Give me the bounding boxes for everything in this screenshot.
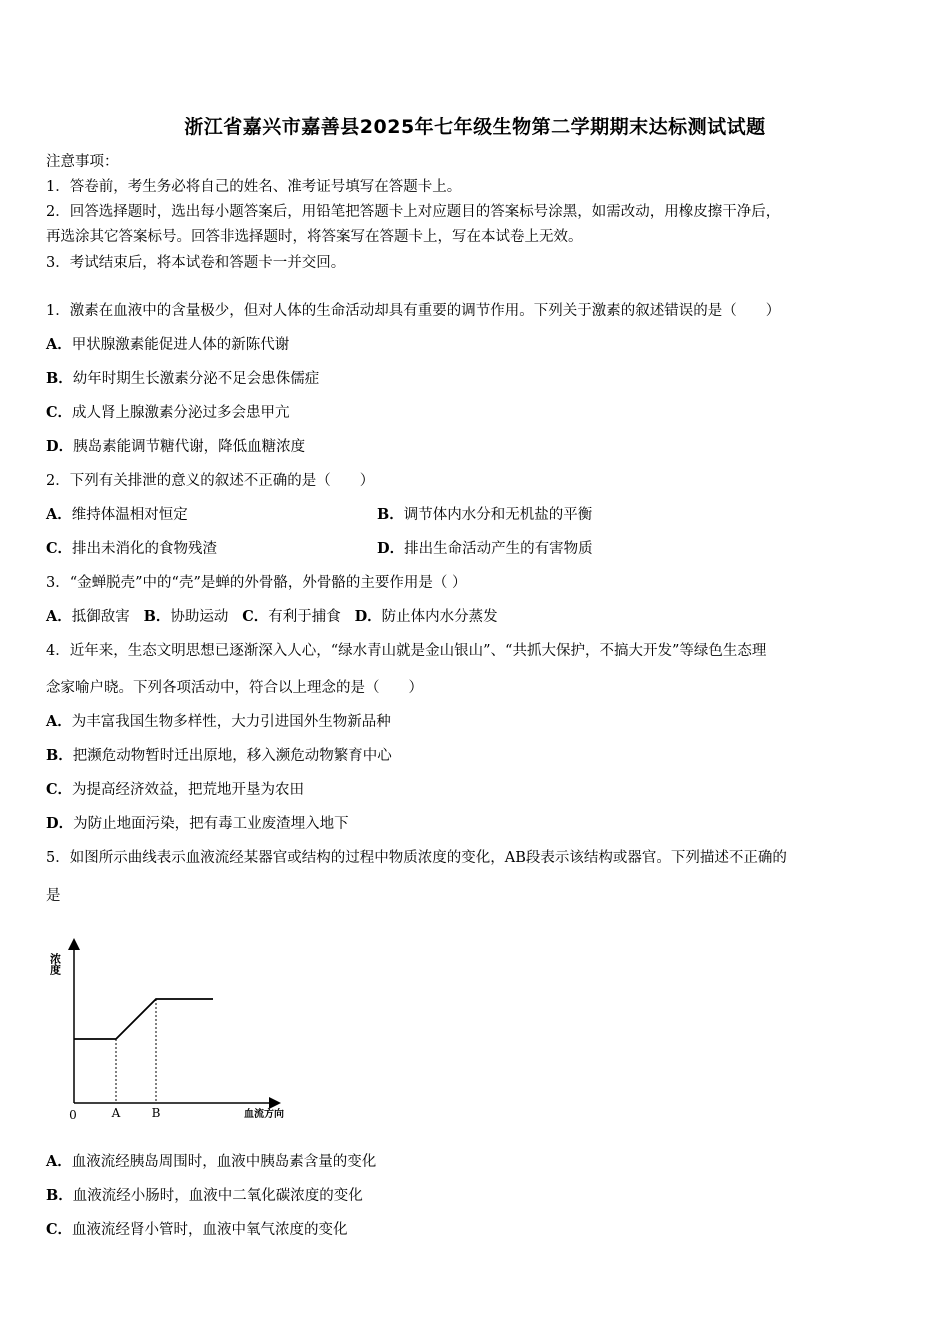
q3-option-d[interactable]	[355, 609, 498, 625]
option-label: A．	[46, 1153, 72, 1170]
option-label: A．	[46, 608, 72, 625]
option-label: A．	[46, 713, 72, 730]
q4-option-d[interactable]	[46, 814, 349, 834]
option-label: D．	[46, 815, 74, 832]
q3-options-row	[46, 607, 498, 627]
question-4-stem: 4．近年来，生态文明思想已逐渐深入人心，“绿水青山就是金山银山”、“共抓大保护，不搞大开发”等绿色生态理	[46, 643, 767, 659]
question-5-stem-cont: 是	[46, 888, 61, 904]
question-5-stem: 5．如图所示曲线表示血液流经某器官或结构的过程中物质浓度的变化，AB段表示该结构或器官。下列描述不正确的	[46, 850, 787, 866]
option-text: 血液流经胰岛周围时，血液中胰岛素含量的变化	[71, 1154, 377, 1170]
q3-option-b[interactable]	[144, 609, 229, 625]
q3-option-c[interactable]	[242, 609, 341, 625]
option-text: 成人肾上腺激素分泌过多会患甲亢	[72, 405, 290, 421]
notice-item: 2．回答选择题时，选出每小题答案后，用铅笔把答题卡上对应题目的答案标号涂黑，如需改动，用橡皮擦干净后，	[46, 204, 781, 220]
question-4-stem-cont: 念家喻户晓。下列各项活动中，符合以上理念的是（ ）	[46, 680, 423, 696]
q2-option-a[interactable]	[46, 505, 188, 525]
option-label: D．	[46, 438, 74, 455]
option-label: D．	[377, 540, 405, 557]
option-label: D．	[354, 608, 382, 625]
q4-option-c[interactable]	[46, 780, 304, 800]
option-label: B．	[46, 370, 73, 387]
option-label: C．	[46, 1221, 73, 1238]
option-text: 防止体内水分蒸发	[381, 609, 498, 625]
tick-label-a: A	[111, 1106, 121, 1120]
option-label: C．	[242, 608, 269, 625]
option-text: 胰岛素能调节糖代谢，降低血糖浓度	[73, 439, 306, 455]
q1-option-b[interactable]	[46, 369, 319, 389]
q5-option-c[interactable]	[46, 1220, 348, 1240]
option-label: C．	[46, 540, 73, 557]
q1-option-c[interactable]	[46, 403, 290, 423]
option-label: B．	[46, 747, 73, 764]
option-text: 协助运动	[170, 609, 229, 625]
q5-option-a[interactable]	[46, 1152, 376, 1172]
tick-label-b: B	[151, 1106, 161, 1120]
option-text: 甲状腺激素能促进人体的新陈代谢	[71, 337, 290, 353]
question-1-stem: 1．激素在血液中的含量极少，但对人体的生命活动却具有重要的调节作用。下列关于激素的叙述错误的是（ ）	[46, 303, 781, 319]
option-text: 为防止地面污染，把有毒工业废渣埋入地下	[73, 816, 349, 832]
option-text: 血液流经小肠时，血液中二氧化碳浓度的变化	[72, 1188, 363, 1204]
q5-option-b[interactable]	[46, 1186, 363, 1206]
option-text: 为提高经济效益，把荒地开垦为农田	[72, 782, 305, 798]
option-text: 抵御敌害	[71, 609, 130, 625]
q4-option-b[interactable]	[46, 746, 392, 766]
notice-heading: 注意事项：	[46, 154, 119, 170]
notice-item: 3．考试结束后，将本试卷和答题卡一并交回。	[46, 255, 346, 271]
option-text: 排出未消化的食物残渣	[72, 541, 218, 557]
option-text: 幼年时期生长激素分泌不足会患侏儒症	[72, 371, 320, 387]
option-text: 有利于捕食	[268, 609, 341, 625]
q1-option-d[interactable]	[46, 437, 305, 457]
option-text: 排出生命活动产生的有害物质	[404, 541, 593, 557]
page-title: 浙江省嘉兴市嘉善县2025年七年级生物第二学期期末达标测试试题	[184, 116, 766, 138]
question-2-stem: 2．下列有关排泄的意义的叙述不正确的是（ ）	[46, 473, 375, 489]
origin-label: 0	[69, 1108, 77, 1122]
q2-option-d[interactable]	[377, 539, 593, 559]
option-label: C．	[46, 781, 73, 798]
q2-option-b[interactable]	[377, 505, 592, 525]
question-3-stem: 3．“金蝉脱壳”中的“壳”是蝉的外骨骼，外骨骼的主要作用是（ ）	[46, 575, 467, 591]
x-axis-label: 血流方向	[244, 1109, 284, 1120]
option-text: 血液流经肾小管时，血液中氧气浓度的变化	[72, 1222, 348, 1238]
option-text: 把濒危动物暂时迁出原地，移入濒危动物繁育中心	[72, 748, 392, 764]
option-label: B．	[143, 608, 171, 625]
option-label: A．	[46, 336, 72, 353]
q3-option-a[interactable]	[46, 609, 130, 625]
option-text: 调节体内水分和无机盐的平衡	[403, 507, 593, 523]
option-label: C．	[46, 404, 73, 421]
q2-option-c[interactable]	[46, 539, 217, 559]
option-text: 为丰富我国生物多样性，大力引进国外生物新品种	[71, 714, 391, 730]
q1-option-a[interactable]	[46, 335, 289, 355]
y-axis-label: 浓度	[48, 953, 62, 975]
notice-item: 再选涂其它答案标号。回答非选择题时，将答案写在答题卡上，写在本试卷上无效。	[46, 229, 583, 245]
concentration-curve	[74, 999, 213, 1039]
option-label: B．	[377, 506, 404, 523]
notice-item: 1．答卷前，考生务必将自己的姓名、准考证号填写在答题卡上。	[46, 179, 462, 195]
q4-option-a[interactable]	[46, 712, 391, 732]
option-text: 维持体温相对恒定	[71, 507, 188, 523]
concentration-chart	[46, 935, 316, 1130]
option-label: B．	[46, 1187, 73, 1204]
option-label: A．	[46, 506, 72, 523]
